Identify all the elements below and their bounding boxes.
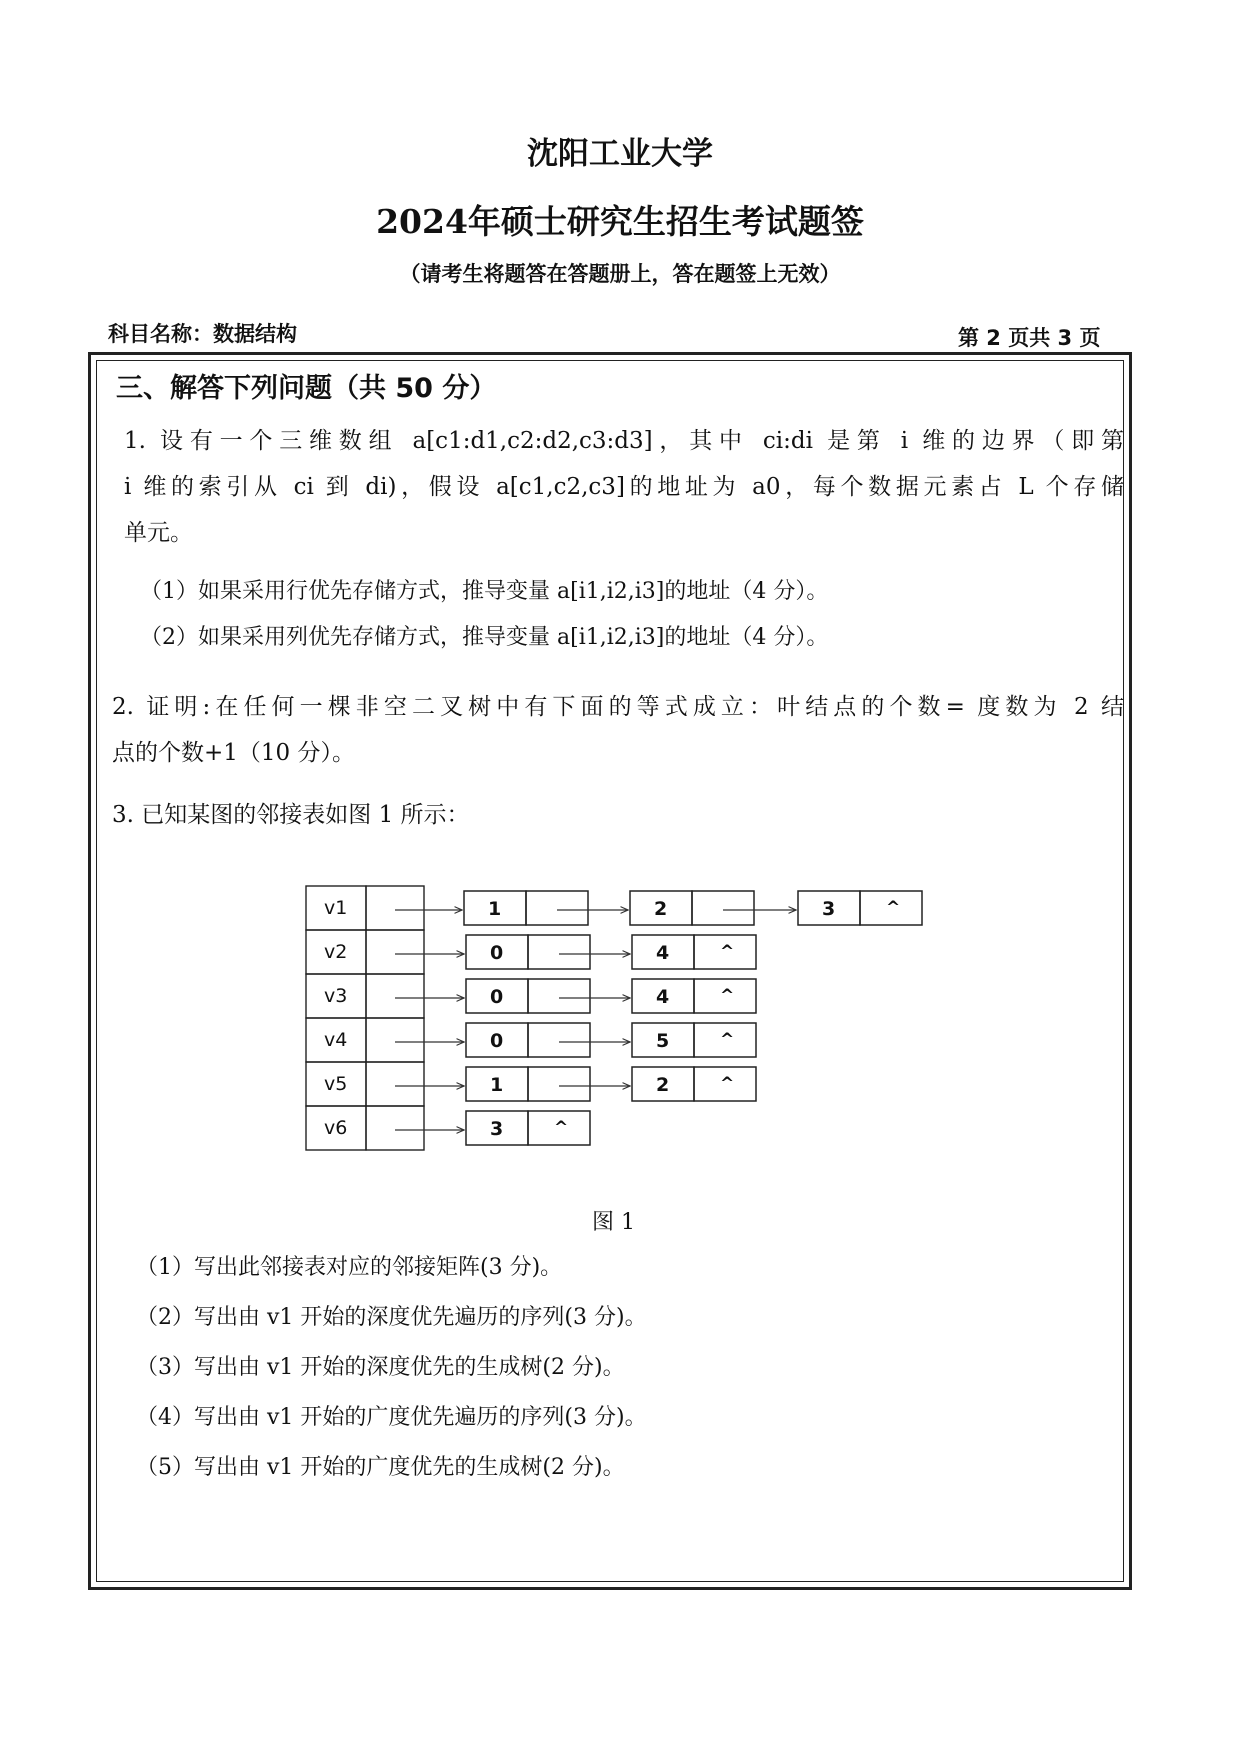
node-value: 0: [490, 1030, 504, 1052]
node-next-cell: [528, 935, 590, 969]
figure-caption: 图 1: [592, 1210, 635, 1235]
vertex-label: v6: [324, 1117, 348, 1139]
node-value: 1: [488, 898, 502, 920]
question-1-sub-1: （1）如果采用行优先存储方式，推导变量 a[i1,i2,i3]的地址（4 分）。: [140, 579, 829, 604]
null-pointer-symbol: ^: [720, 1030, 735, 1050]
null-pointer-symbol: ^: [720, 1074, 735, 1094]
node-next-cell: [526, 891, 588, 925]
vertex-label: v3: [324, 985, 348, 1007]
section-title: 三、解答下列问题（共 50 分）: [116, 373, 497, 404]
null-pointer-symbol: ^: [720, 986, 735, 1006]
page-info: 第 2 页共 3 页: [958, 326, 1101, 350]
question-1-line-1: 1. 设有一个三维数组 a[c1:d1,c2:d2,c3:d3]，其中 ci:di 是第 i 维的边界（即第: [124, 428, 1124, 454]
subject-name: 科目名称：数据结构: [108, 322, 297, 346]
node-value: 3: [490, 1118, 504, 1140]
node-value: 2: [656, 1074, 670, 1096]
null-pointer-symbol: ^: [554, 1118, 569, 1138]
question-3-sub-1: （1）写出此邻接表对应的邻接矩阵(3 分)。: [136, 1255, 563, 1280]
node-value: 3: [822, 898, 836, 920]
question-2-line-1: 2. 证明:在任何一棵非空二叉树中有下面的等式成立：叶结点的个数= 度数为 2 结: [112, 694, 1124, 720]
question-3-sub-4: （4）写出由 v1 开始的广度优先遍历的序列(3 分)。: [136, 1405, 647, 1430]
vertex-label: v1: [324, 897, 348, 919]
node-value: 0: [490, 986, 504, 1008]
null-pointer-symbol: ^: [720, 942, 735, 962]
vertex-pointer-cell: [366, 1062, 424, 1106]
vertex-pointer-cell: [366, 1106, 424, 1150]
null-pointer-symbol: ^: [886, 898, 901, 918]
question-3-sub-3: （3）写出由 v1 开始的深度优先的生成树(2 分)。: [136, 1355, 625, 1380]
node-value: 0: [490, 942, 504, 964]
question-3-intro: 3. 已知某图的邻接表如图 1 所示：: [112, 802, 470, 828]
question-2-line-2: 点的个数+1（10 分）。: [112, 740, 355, 766]
question-1-line-3: 单元。: [124, 520, 193, 546]
node-value: 1: [490, 1074, 504, 1096]
node-next-cell: [528, 979, 590, 1013]
exam-title: 2024年硕士研究生招生考试题签: [376, 202, 864, 241]
question-1-line-2: i 维的索引从 ci 到 di)，假设 a[c1,c2,c3]的地址为 a0，每个数据元素占 L 个存储: [124, 474, 1124, 500]
node-value: 4: [656, 986, 670, 1008]
vertex-pointer-cell: [366, 930, 424, 974]
exam-note: （请考生将题答在答题册上，答在题签上无效）: [399, 261, 841, 286]
node-value: 4: [656, 942, 670, 964]
vertex-pointer-cell: [366, 1018, 424, 1062]
vertex-label: v2: [324, 941, 348, 963]
question-3-sub-2: （2）写出由 v1 开始的深度优先遍历的序列(3 分)。: [136, 1305, 647, 1330]
vertex-label: v5: [324, 1073, 348, 1095]
question-3-sub-5: （5）写出由 v1 开始的广度优先的生成树(2 分)。: [136, 1455, 625, 1480]
vertex-label: v4: [324, 1029, 348, 1051]
vertex-pointer-cell: [366, 886, 424, 930]
node-next-cell: [692, 891, 754, 925]
node-value: 5: [656, 1030, 670, 1052]
node-next-cell: [528, 1023, 590, 1057]
vertex-pointer-cell: [366, 974, 424, 1018]
question-1-sub-2: （2）如果采用列优先存储方式，推导变量 a[i1,i2,i3]的地址（4 分）。: [140, 625, 829, 650]
node-value: 2: [654, 898, 668, 920]
university-name: 沈阳工业大学: [527, 136, 713, 172]
node-next-cell: [528, 1067, 590, 1101]
